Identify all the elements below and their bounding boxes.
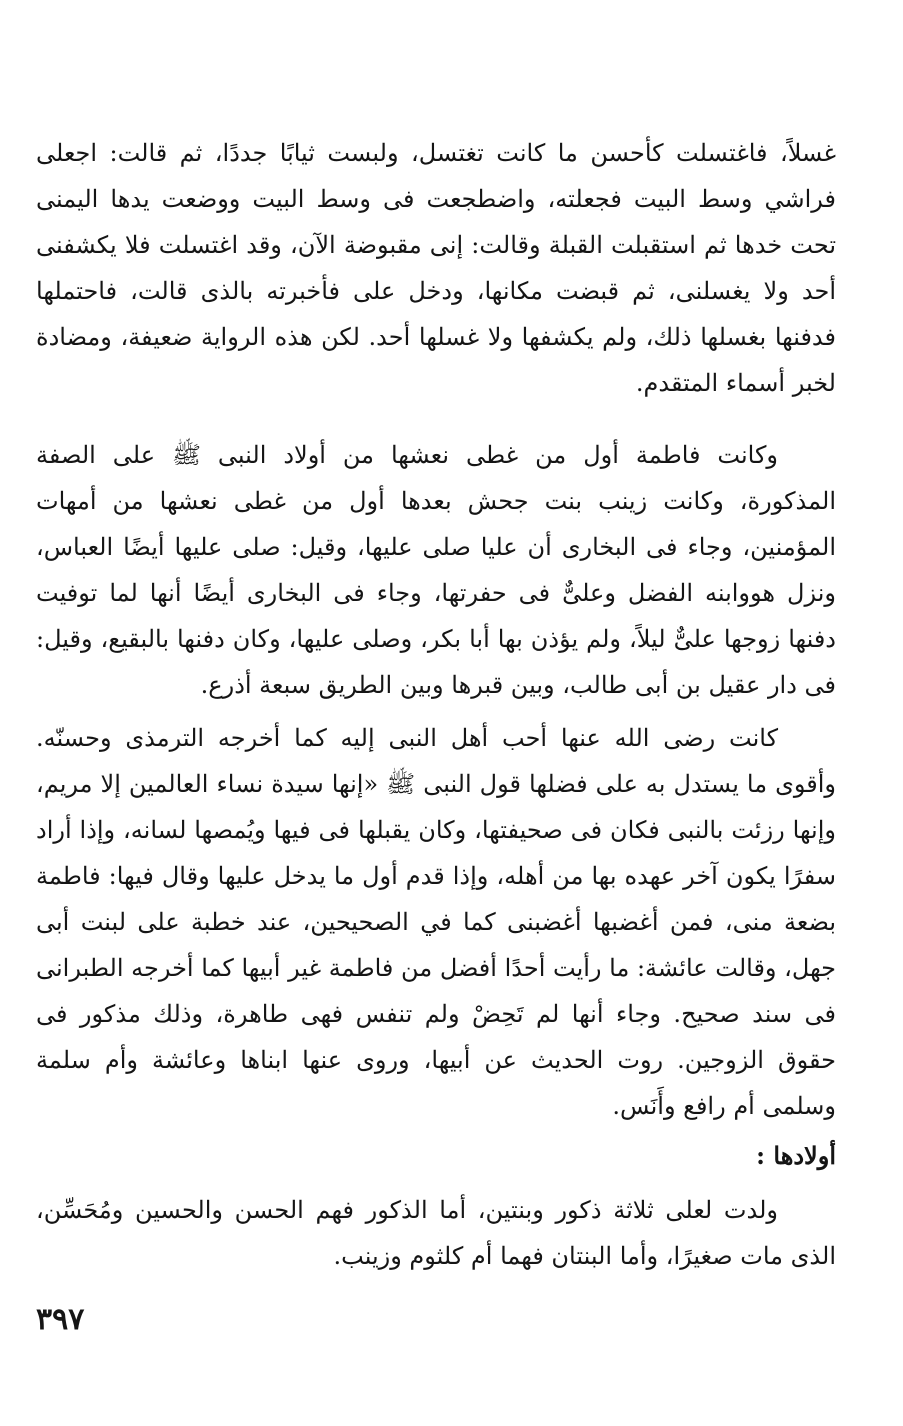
- paragraph-block-2: [36, 432, 836, 708]
- section-heading-children: أولادها :: [756, 1141, 836, 1170]
- paragraph-children: ولدت لعلى ثلاثة ذكور وبنتين، أما الذكور فهم الحسن والحسين ومُحَسِّن، الذى مات صغيرًا، وأما البنتان فهما أم كلثوم وزينب.: [36, 1196, 836, 1270]
- page-number: ٣٩٧: [36, 1302, 85, 1337]
- paragraph-burial: وكانت فاطمة أول من غطى نعشها من أولاد النبى ﷺ على الصفة المذكورة، وكانت زينب بنت جحش بعدها أول من غطى نعشها من أمهات المؤمنين، وجاء فى البخارى أن عليا صلى عليها، وقيل: صلى عليها أيضًا العباس، ونزل هووابنه الفضل وعلىٌّ فى حفرتها، وجاء فى البخارى أيضًا أنها لما توفيت دفنها زوجها علىٌّ ليلاً، ولم يؤذن بها أبا بكر، وصلى عليها، وكان دفنها بالبقيع، وقيل: فى دار عقيل بن أبى طالب، وبين قبرها وبين الطريق سبعة أذرع.: [36, 441, 836, 699]
- paragraph-block-5: [36, 1187, 836, 1279]
- paragraph-virtues: كانت رضى الله عنها أحب أهل النبى إليه كما أخرجه الترمذى وحسنّه. وأقوى ما يستدل به على فضلها قول النبى ﷺ «إنها سيدة نساء العالمين إلا مريم، وإنها رزئت بالنبى فكان فى صحيفتها، وكان يقبلها فى فيها ويُمصها لسانه، وإذا أراد سفرًا يكون آخر عهده بها من أهله، وإذا قدم أول ما يدخل عليها وقال فيها: فاطمة بضعة منى، فمن أغضبها أغضبنى كما في الصحيحين، عند خطبة على لبنت أبى جهل، وقالت عائشة: ما رأيت أحدًا أفضل من فاطمة غير أبيها كما أخرجه الطبرانى فى سند صحيح. وجاء أنها لم تَحِضْ ولم تنفس فهى طاهرة، وذلك مذكور فى حقوق الزوجين. روت الحديث عن أبيها، وروى عنها ابناها وعائشة وأم سلمة وسلمى أم رافع وأَنَس.: [36, 724, 837, 1120]
- paragraph-block-1: [36, 130, 836, 406]
- paragraph-block-3: [36, 715, 836, 1129]
- paragraph-ghusl: غسلاً، فاغتسلت كأحسن ما كانت تغتسل، ولبست ثيابًا جددًا، ثم قالت: اجعلى فراشي وسط البيت فجعلته، واضطجعت فى وسط البيت ووضعت يدها اليمنى تحت خدها ثم استقبلت القبلة وقالت: إنى مقبوضة الآن، وقد اغتسلت فلا يكشفنى أحد ولا يغسلنى، ثم قبضت مكانها، ودخل على فأخبرته بالذى قالت، فاحتملها فدفنها بغسلها ذلك، ولم يكشفها ولا غسلها أحد. لكن هذه الرواية ضعيفة، ومضادة لخبر أسماء المتقدم.: [36, 139, 836, 397]
- heading-block: [36, 1133, 836, 1179]
